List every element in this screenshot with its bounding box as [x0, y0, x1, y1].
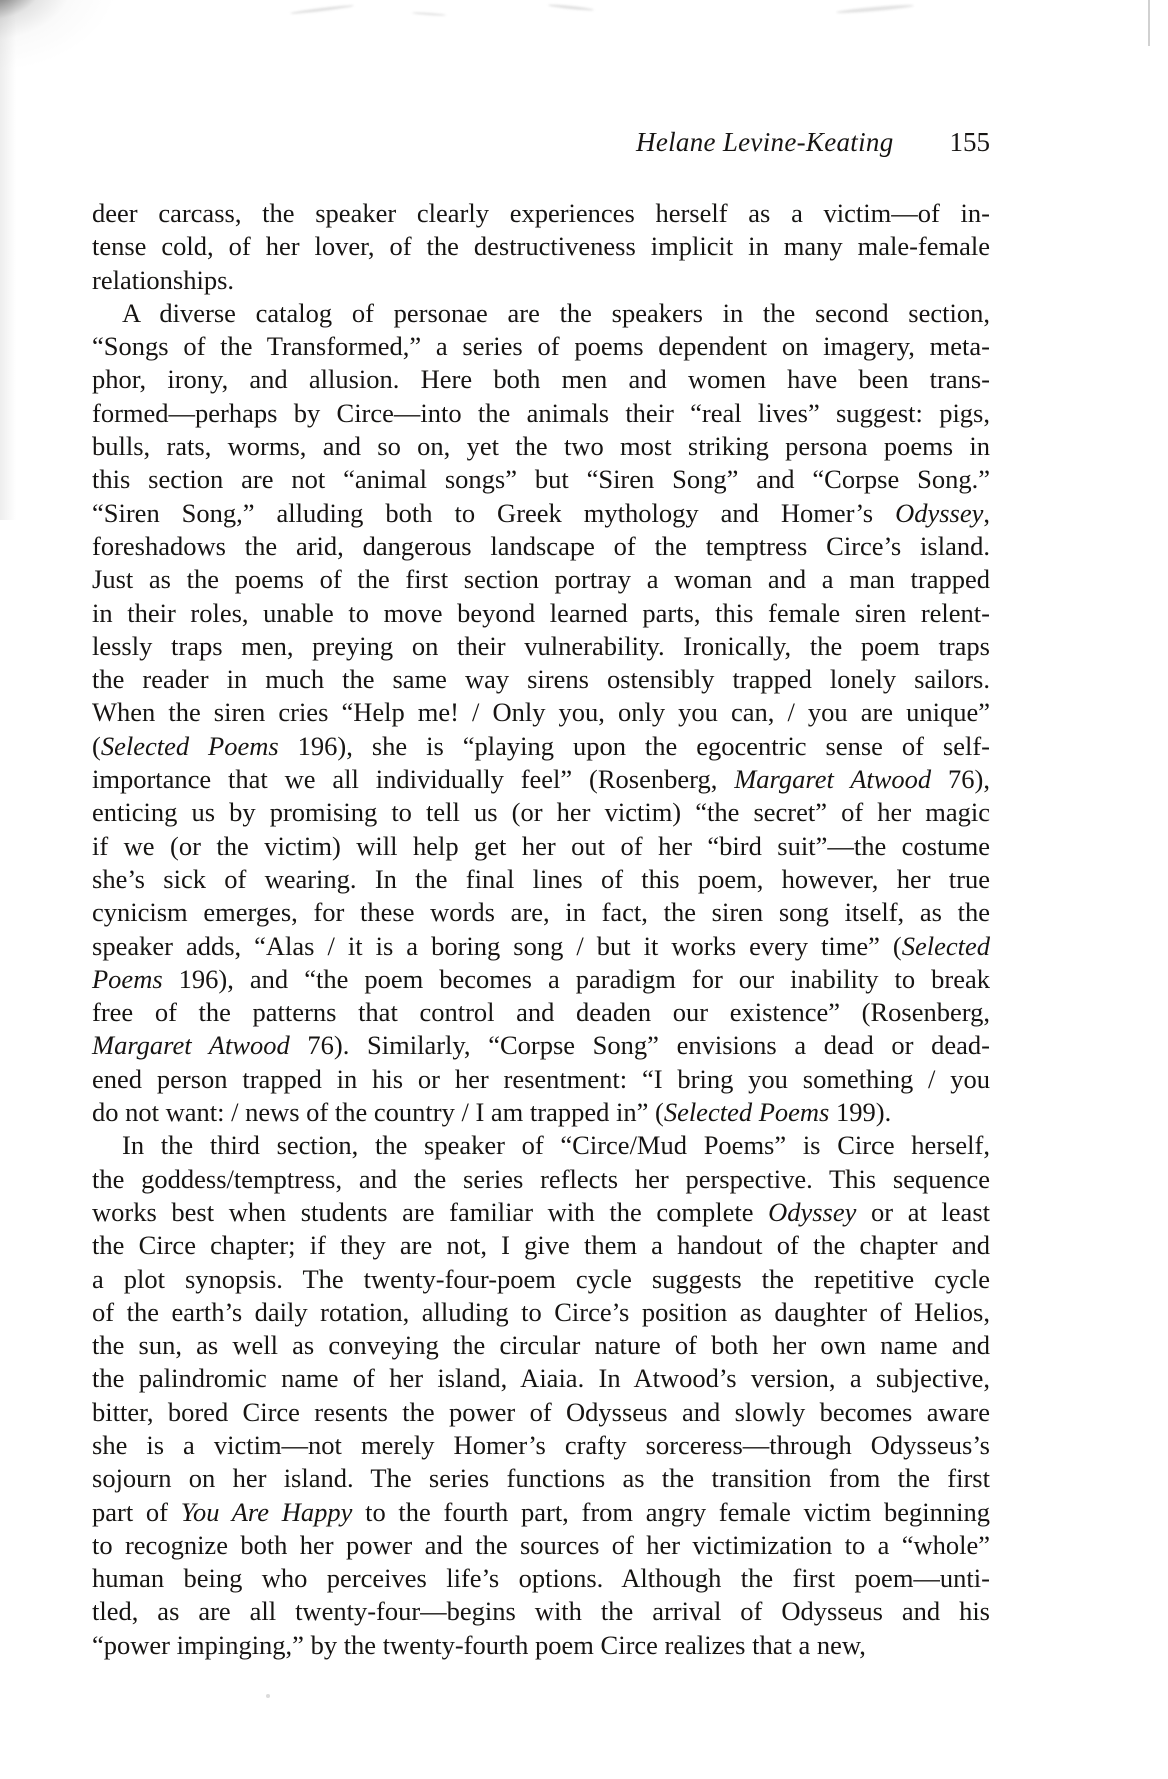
text-line	[92, 963, 990, 996]
text-line-content	[92, 1030, 990, 1060]
text-line	[92, 330, 990, 363]
text-line-content	[92, 1297, 990, 1327]
text-line-content	[92, 1264, 990, 1294]
scan-left-edge-shading	[0, 0, 16, 520]
text-line	[92, 730, 990, 763]
text-run: do not want: / news of the country / I am trapped in” (	[92, 1097, 664, 1128]
text-line	[92, 1595, 990, 1628]
italic-text-run: Odyssey	[895, 497, 984, 528]
text-run: enticing us by promising to tell us (or her victim) “the secret” of her magic	[92, 797, 990, 828]
text-line	[92, 597, 990, 630]
text-line	[92, 930, 990, 963]
text-run: bitter, bored Circe resents the power of Odysseus and slowly becomes aware	[92, 1396, 990, 1427]
text-column	[92, 126, 990, 1662]
text-line	[92, 630, 990, 663]
text-line-content	[92, 1630, 866, 1660]
body-text	[92, 197, 990, 1662]
text-line	[92, 1429, 990, 1462]
text-line	[92, 264, 990, 297]
text-line-content	[92, 1064, 990, 1094]
text-run: “Songs of the Transformed,” a series of poems dependent on imagery, meta-	[92, 331, 990, 362]
scan-right-edge-line	[1148, 0, 1150, 46]
text-run: ,	[983, 497, 990, 528]
text-run: of the earth’s daily rotation, alluding to Circe’s position as daughter of Helios,	[92, 1296, 990, 1327]
text-run: “Siren Song,” alluding both to Greek mythology and Homer’s	[92, 497, 896, 528]
text-line-content	[92, 1463, 990, 1493]
text-run: foreshadows the arid, dangerous landscape of the temptress Circe’s island.	[92, 530, 990, 561]
scan-corner-shadow	[0, 0, 140, 110]
text-run: In the third section, the speaker of “Circe/Mud Poems” is Circe herself,	[122, 1130, 990, 1161]
text-run: ened person trapped in his or her resentment: “I bring you something / you	[92, 1063, 990, 1094]
text-line-content	[92, 198, 990, 228]
scan-speck	[266, 1694, 270, 1698]
text-run: in their roles, unable to move beyond learned parts, this female siren relent-	[92, 597, 990, 628]
text-run: the sun, as well as conveying the circular nature of both her own name and	[92, 1330, 990, 1361]
paragraph	[92, 1129, 990, 1662]
text-line	[92, 1263, 990, 1296]
text-run: speaker adds, “Alas / it is a boring song / but it works every time” (	[92, 930, 902, 961]
text-line-content	[92, 498, 990, 528]
italic-text-run: Selected	[901, 930, 990, 961]
italic-text-run: Poems	[92, 963, 163, 994]
text-line-content	[92, 431, 990, 461]
text-line-content	[92, 1330, 990, 1360]
text-line	[92, 996, 990, 1029]
text-run: human being who perceives life’s options. Although the first poem—unti-	[92, 1563, 990, 1594]
text-line-content	[92, 1230, 990, 1260]
text-run: or at least	[856, 1196, 990, 1227]
italic-text-run: Selected Poems	[663, 1097, 830, 1128]
text-line	[92, 197, 990, 230]
text-line-content	[92, 1130, 990, 1160]
text-run: to recognize both her power and the sources of her victimization to a “whole”	[92, 1529, 990, 1560]
text-line-content	[92, 864, 990, 894]
text-run: works best when students are familiar with the complete	[92, 1196, 769, 1227]
text-line-content	[92, 398, 990, 428]
paragraph	[92, 197, 990, 297]
text-line	[92, 1163, 990, 1196]
text-line	[92, 1396, 990, 1429]
italic-text-run: Odyssey	[768, 1196, 857, 1227]
text-run: When the siren cries “Help me! / Only you, only you can, / you are unique”	[92, 697, 990, 728]
text-run: to the fourth part, from angry female victim beginning	[352, 1496, 990, 1527]
text-line	[92, 497, 990, 530]
text-line	[92, 1196, 990, 1229]
text-line	[92, 530, 990, 563]
text-run: part of	[92, 1496, 181, 1527]
text-run: phor, irony, and allusion. Here both men and women have been trans-	[92, 364, 990, 395]
text-run: A diverse catalog of personae are the speakers in the second section,	[122, 297, 990, 328]
text-line-content	[92, 1596, 990, 1626]
text-line	[92, 1129, 990, 1162]
text-run: the Circe chapter; if they are not, I give them a handout of the chapter and	[92, 1230, 990, 1261]
text-line-content	[92, 797, 990, 827]
text-run: the reader in much the same way sirens ostensibly trapped lonely sailors.	[92, 664, 990, 695]
text-line	[92, 1329, 990, 1362]
text-line	[92, 397, 990, 430]
text-line-content	[92, 1363, 990, 1393]
text-run: this section are not “animal songs” but “Siren Song” and “Corpse Song.”	[92, 464, 990, 495]
text-run: the goddess/temptress, and the series reflects her perspective. This sequence	[92, 1163, 990, 1194]
text-line-content	[92, 897, 990, 927]
text-line-content	[92, 964, 990, 994]
italic-text-run: You Are Happy	[180, 1496, 353, 1527]
text-line-content	[92, 764, 990, 794]
text-run: free of the patterns that control and deaden our existence” (Rosenberg,	[92, 997, 990, 1028]
italic-text-run: Margaret Atwood	[734, 764, 932, 795]
italic-text-run: Margaret Atwood	[92, 1030, 290, 1061]
text-line	[92, 1296, 990, 1329]
text-line	[92, 796, 990, 829]
text-line	[92, 1496, 990, 1529]
text-run: 196), and “the poem becomes a paradigm for our inability to break	[162, 963, 990, 994]
text-line-content	[92, 598, 990, 628]
paragraph	[92, 297, 990, 1129]
text-line-content	[92, 997, 990, 1027]
text-line-content	[92, 1197, 990, 1227]
text-run: lessly traps men, preying on their vulnerability. Ironically, the poem traps	[92, 630, 990, 661]
text-line-content	[92, 1530, 990, 1560]
text-run: cynicism emerges, for these words are, in fact, the siren song itself, as the	[92, 897, 990, 928]
scan-top-streak	[412, 12, 446, 16]
text-line	[92, 297, 990, 330]
text-line	[92, 1529, 990, 1562]
text-line-content	[92, 1164, 990, 1194]
text-run: 196), she is “playing upon the egocentric sense of self-	[278, 730, 990, 761]
text-line-content	[92, 697, 990, 727]
text-line-content	[92, 731, 990, 761]
text-run: the palindromic name of her island, Aiaia. In Atwood’s version, a subjective,	[92, 1363, 990, 1394]
text-run: she’s sick of wearing. In the final lines of this poem, however, her true	[92, 863, 990, 894]
text-line-content	[92, 265, 234, 295]
text-line	[92, 1629, 990, 1662]
text-line-content	[92, 1397, 990, 1427]
text-line	[92, 1562, 990, 1595]
running-header-page-number: 155	[949, 127, 990, 157]
text-run: tled, as are all twenty-four—begins with the arrival of Odysseus and his	[92, 1596, 990, 1627]
text-line	[92, 830, 990, 863]
text-run: bulls, rats, worms, and so on, yet the two most striking persona poems in	[92, 431, 990, 462]
text-line	[92, 696, 990, 729]
text-line	[92, 863, 990, 896]
text-run: tense cold, of her lover, of the destructiveness implicit in many male-female	[92, 231, 990, 262]
text-line	[92, 363, 990, 396]
text-run: importance that we all individually feel” (Rosenberg,	[92, 764, 735, 795]
text-line-content	[92, 664, 990, 694]
text-line	[92, 463, 990, 496]
text-line	[92, 1063, 990, 1096]
text-line	[92, 230, 990, 263]
text-run: (	[92, 730, 101, 761]
text-run: she is a victim—not merely Homer’s crafty sorceress—through Odysseus’s	[92, 1429, 990, 1460]
text-line	[92, 763, 990, 796]
text-line-content	[92, 1097, 891, 1127]
text-line	[92, 1462, 990, 1495]
scan-top-streak	[290, 4, 354, 15]
text-line	[92, 1029, 990, 1062]
text-line-content	[92, 464, 990, 494]
text-line-content	[92, 531, 990, 561]
text-run: 199).	[829, 1097, 892, 1128]
text-line-content	[92, 1563, 990, 1593]
text-run: deer carcass, the speaker clearly experiences herself as a victim—of in-	[92, 198, 990, 228]
running-header	[92, 126, 990, 159]
running-header-author: Helane Levine-Keating	[636, 127, 894, 157]
text-line	[92, 430, 990, 463]
text-line	[92, 1229, 990, 1262]
text-line	[92, 1362, 990, 1395]
text-run: Just as the poems of the first section portray a woman and a man trapped	[92, 564, 990, 595]
text-line	[92, 663, 990, 696]
scan-top-streak	[836, 4, 914, 15]
text-line-content	[92, 231, 990, 261]
text-line-content	[92, 931, 990, 961]
text-line	[92, 896, 990, 929]
text-line-content	[92, 1430, 990, 1460]
text-line-content	[92, 1497, 990, 1527]
scan-top-streak	[548, 4, 594, 12]
text-line-content	[92, 331, 990, 361]
text-run: formed—perhaps by Circe—into the animals their “real lives” suggest: pigs,	[92, 397, 990, 428]
italic-text-run: Selected Poems	[100, 730, 279, 761]
text-run: 76). Similarly, “Corpse Song” envisions a dead or dead-	[289, 1030, 991, 1061]
text-run: “power impinging,” by the twenty-fourth poem Circe realizes that a new,	[92, 1629, 866, 1660]
text-run: relationships.	[92, 264, 235, 295]
text-run: sojourn on her island. The series functions as the transition from the first	[92, 1463, 990, 1494]
text-line-content	[92, 831, 990, 861]
text-run: a plot synopsis. The twenty-four-poem cycle suggests the repetitive cycle	[92, 1263, 990, 1294]
text-line-content	[92, 631, 990, 661]
text-line	[92, 563, 990, 596]
text-line	[92, 1096, 990, 1129]
text-run: if we (or the victim) will help get her out of her “bird suit”—the costume	[92, 830, 990, 861]
text-line-content	[92, 564, 990, 594]
text-line-content	[92, 298, 990, 328]
text-run: 76),	[931, 764, 990, 795]
text-line-content	[92, 364, 990, 394]
